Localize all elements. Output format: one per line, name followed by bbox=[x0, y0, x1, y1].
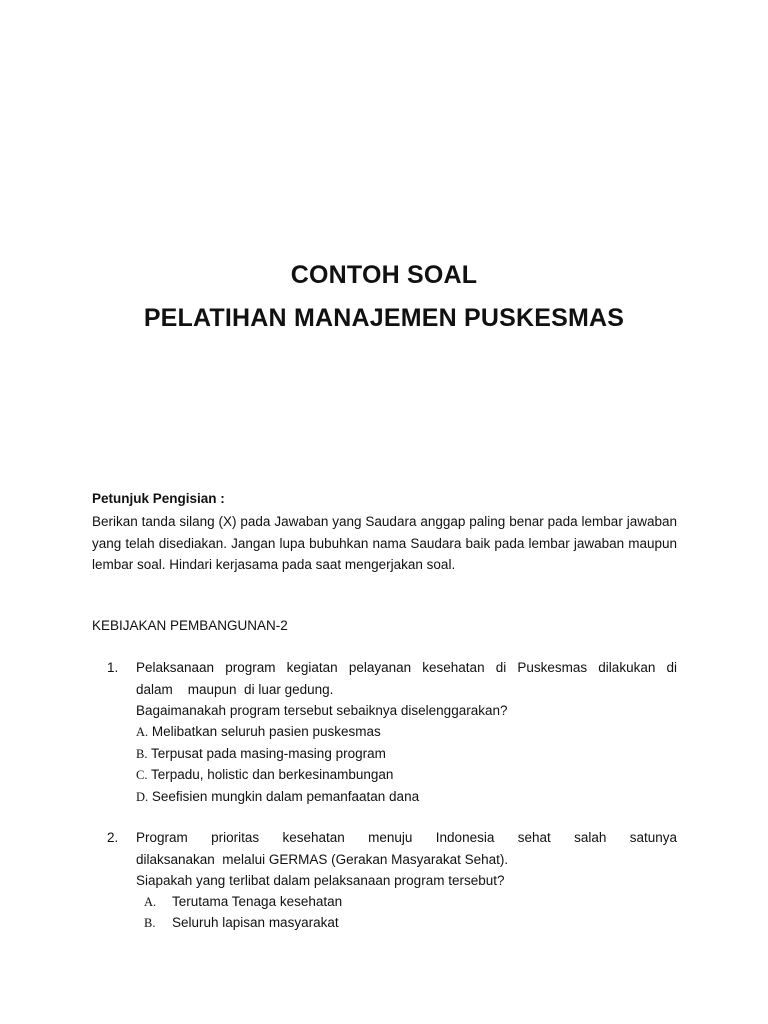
answer-option-a[interactable] bbox=[136, 724, 677, 740]
option-letter: B. bbox=[136, 747, 148, 761]
instructions-body: Berikan tanda silang (X) pada Jawaban yang Saudara anggap paling benar pada lembar jawaban yang telah disediakan. Jangan lupa bubuhkan nama Saudara baik pada lembar jawaban maupun lembar soal. Hindari kerjasama pada saat mengerjakan soal. bbox=[92, 514, 677, 572]
option-text: Seefisien mungkin dalam pemanfaatan dana bbox=[148, 789, 420, 804]
option-letter: A. bbox=[144, 895, 157, 909]
section-heading: KEBIJAKAN PEMBANGUNAN-2 bbox=[92, 618, 288, 633]
option-letter: D. bbox=[136, 790, 149, 804]
option-text: Terpadu, holistic dan berkesinambungan bbox=[147, 767, 394, 782]
option-letter: C. bbox=[136, 768, 148, 782]
question-text-line: Pelaksanaan program kegiatan pelayanan kesehatan di Puskesmas dilakukan di bbox=[136, 660, 677, 675]
question-prompt: Siapakah yang terlibat dalam pelaksanaan program tersebut? bbox=[136, 873, 505, 888]
instructions-heading: Petunjuk Pengisian : bbox=[92, 491, 225, 506]
answer-option-b[interactable] bbox=[136, 746, 677, 762]
document-subtitle: PELATIHAN MANAJEMEN PUSKESMAS bbox=[143, 304, 625, 332]
question-text-line: dilaksanakan melalui GERMAS (Gerakan Masyarakat Sehat). bbox=[136, 852, 509, 867]
option-text: Melibatkan seluruh pasien puskesmas bbox=[148, 724, 381, 739]
question-number: 2. bbox=[107, 830, 119, 845]
document-title: CONTOH SOAL bbox=[290, 261, 478, 289]
option-text: Seluruh lapisan masyarakat bbox=[172, 915, 339, 930]
option-letter: B. bbox=[144, 916, 156, 930]
question-text-line: dalam maupun di luar gedung. bbox=[136, 682, 334, 697]
answer-option-d[interactable] bbox=[136, 789, 677, 805]
answer-option-c[interactable] bbox=[136, 767, 677, 783]
question-prompt: Bagaimanakah program tersebut sebaiknya diselenggarakan? bbox=[136, 703, 508, 718]
option-text: Terutama Tenaga kesehatan bbox=[172, 894, 343, 909]
question-text-line: Program prioritas kesehatan menuju Indonesia sehat salah satunya bbox=[136, 830, 677, 845]
option-text: Terpusat pada masing-masing program bbox=[147, 746, 386, 761]
option-letter: A. bbox=[136, 725, 149, 739]
question-number: 1. bbox=[107, 660, 119, 675]
